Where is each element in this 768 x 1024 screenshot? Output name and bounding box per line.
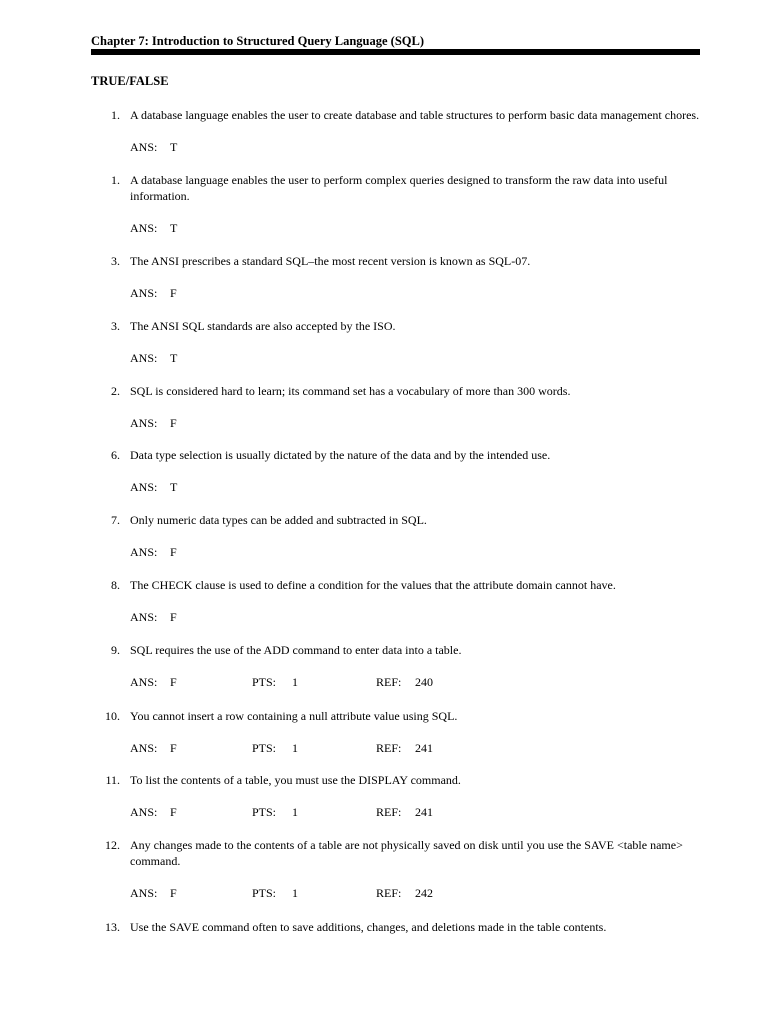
answer-value: F bbox=[170, 286, 177, 300]
question-text: The CHECK clause is used to define a condition for the values that the attribute domain cannot have. bbox=[130, 578, 616, 592]
question-number: 11. bbox=[105, 773, 120, 787]
points-label: PTS: bbox=[252, 741, 277, 755]
points-label: PTS: bbox=[252, 886, 277, 900]
question-number: 7. bbox=[111, 513, 120, 527]
question-number: 3. bbox=[111, 319, 120, 333]
question-text: You cannot insert a row containing a null attribute value using SQL. bbox=[130, 709, 458, 723]
question-text: A database language enables the user to perform complex queries designed to transform the raw data into useful information. bbox=[130, 173, 668, 203]
reference-label: REF: bbox=[376, 805, 402, 819]
answer-label: ANS: bbox=[130, 480, 158, 494]
points-value: 1 bbox=[292, 675, 298, 689]
section-title: TRUE/FALSE bbox=[91, 74, 169, 88]
reference-value: 242 bbox=[415, 886, 433, 900]
reference-label: REF: bbox=[376, 741, 402, 755]
question-text: Any changes made to the contents of a table are not physically saved on disk until you use the SAVE <table name> command. bbox=[130, 838, 683, 868]
question-number: 8. bbox=[111, 578, 120, 592]
question-number: 3. bbox=[111, 254, 120, 268]
answer-value: F bbox=[170, 545, 177, 559]
answer-value: T bbox=[170, 140, 178, 154]
answer-value: T bbox=[170, 480, 178, 494]
question-number: 2. bbox=[111, 384, 120, 398]
answer-label: ANS: bbox=[130, 805, 158, 819]
answer-value: F bbox=[170, 675, 177, 689]
points-value: 1 bbox=[292, 741, 298, 755]
question-text: A database language enables the user to create database and table structures to perform basic data management chores. bbox=[130, 108, 700, 122]
question-text: Use the SAVE command often to save additions, changes, and deletions made in the table contents. bbox=[130, 920, 607, 934]
answer-label: ANS: bbox=[130, 741, 158, 755]
question-text: To list the contents of a table, you must use the DISPLAY command. bbox=[130, 773, 461, 787]
answer-label: ANS: bbox=[130, 351, 158, 365]
answer-label: ANS: bbox=[130, 416, 158, 430]
question-number: 1. bbox=[111, 108, 120, 122]
answer-value: F bbox=[170, 805, 177, 819]
question-number: 6. bbox=[111, 448, 120, 462]
answer-value: F bbox=[170, 886, 177, 900]
question-text: The ANSI prescribes a standard SQL–the most recent version is known as SQL-07. bbox=[130, 254, 531, 268]
answer-label: ANS: bbox=[130, 286, 158, 300]
question-number: 9. bbox=[111, 643, 120, 657]
answer-label: ANS: bbox=[130, 140, 158, 154]
question-text: SQL requires the use of the ADD command to enter data into a table. bbox=[130, 643, 462, 657]
header-rule bbox=[91, 49, 700, 55]
chapter-title: Chapter 7: Introduction to Structured Query Language (SQL) bbox=[91, 34, 425, 48]
question-text: Only numeric data types can be added and subtracted in SQL. bbox=[130, 513, 427, 527]
reference-value: 241 bbox=[415, 741, 433, 755]
points-label: PTS: bbox=[252, 675, 277, 689]
answer-label: ANS: bbox=[130, 886, 158, 900]
question-text: SQL is considered hard to learn; its command set has a vocabulary of more than 300 words. bbox=[130, 384, 571, 398]
answer-label: ANS: bbox=[130, 610, 158, 624]
reference-value: 241 bbox=[415, 805, 433, 819]
points-value: 1 bbox=[292, 805, 298, 819]
question-number: 13. bbox=[105, 920, 120, 934]
question-number: 10. bbox=[105, 709, 120, 723]
answer-label: ANS: bbox=[130, 221, 158, 235]
question-number: 12. bbox=[105, 838, 120, 852]
answer-value: T bbox=[170, 351, 178, 365]
answer-label: ANS: bbox=[130, 675, 158, 689]
reference-label: REF: bbox=[376, 675, 402, 689]
question-text: The ANSI SQL standards are also accepted by the ISO. bbox=[130, 319, 396, 333]
reference-label: REF: bbox=[376, 886, 402, 900]
answer-value: F bbox=[170, 416, 177, 430]
question-text: Data type selection is usually dictated by the nature of the data and by the intended use. bbox=[130, 448, 551, 462]
question-number: 1. bbox=[111, 173, 120, 187]
answer-value: T bbox=[170, 221, 178, 235]
reference-value: 240 bbox=[415, 675, 433, 689]
answer-value: F bbox=[170, 610, 177, 624]
answer-label: ANS: bbox=[130, 545, 158, 559]
answer-value: F bbox=[170, 741, 177, 755]
points-value: 1 bbox=[292, 886, 298, 900]
points-label: PTS: bbox=[252, 805, 277, 819]
